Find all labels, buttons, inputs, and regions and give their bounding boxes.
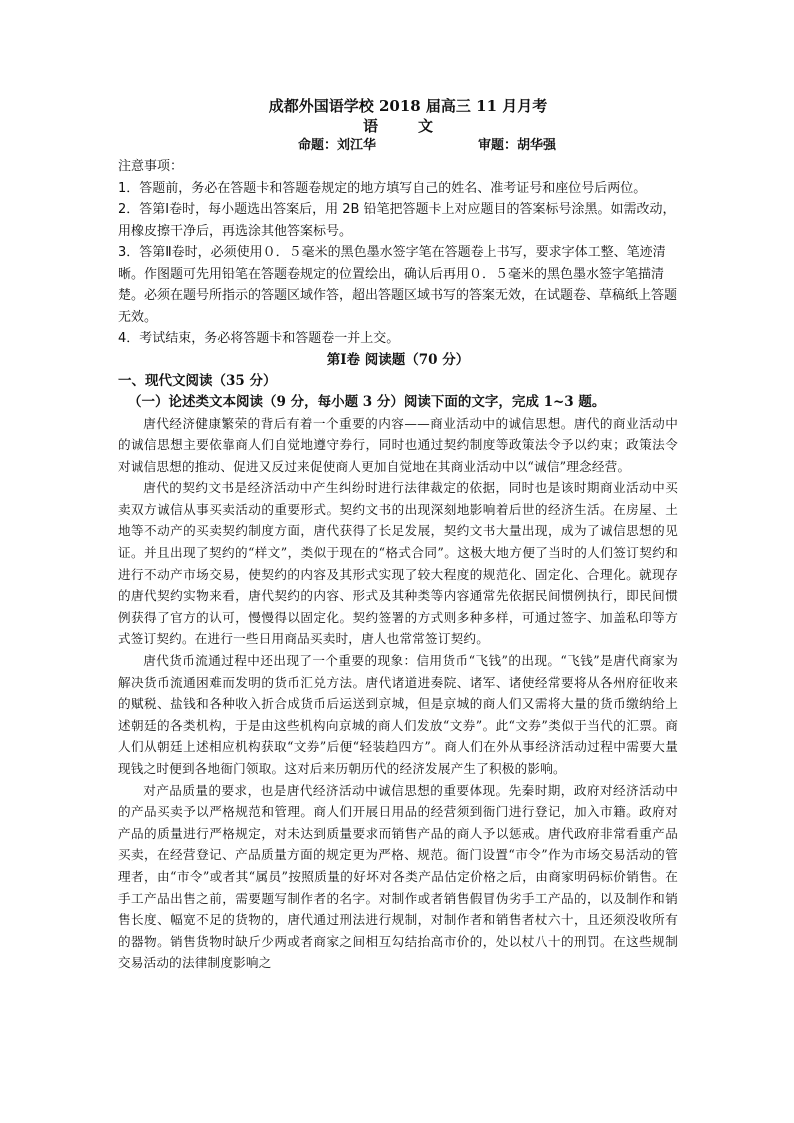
part-heading: 一、现代文阅读（35 分） xyxy=(118,372,277,389)
exam-notes xyxy=(118,156,678,350)
notes-heading: 注意事项： xyxy=(118,159,184,174)
subject-char-2: 文 xyxy=(418,117,434,135)
reading-passage xyxy=(118,413,678,974)
reviewer-label: 审题：胡华强 xyxy=(478,138,557,153)
exam-page xyxy=(118,96,678,974)
note-item-2: 2．答第Ⅰ卷时，每小题选出答案后，用 2B 铅笔把答题卡上对应题目的答案标号涂黑。如需改动，用橡皮擦干净后，再选涂其他答案标号。 xyxy=(118,202,676,239)
author-line xyxy=(118,136,678,156)
section-title: 第Ⅰ卷 阅读题（70 分） xyxy=(326,351,470,368)
exam-title: 成都外国语学校 2018 届高三 11 月月考 xyxy=(268,97,548,115)
note-item-4: 4．考试结束，务必将答题卡和答题卷一并上交。 xyxy=(118,331,400,346)
subject-title xyxy=(118,116,678,136)
subpart-heading: （一）论述类文本阅读（9 分，每小题 3 分）阅读下面的文字，完成 1~3 题。 xyxy=(128,393,606,410)
note-item-3: 3．答第Ⅱ卷时，必须使用０．５毫米的黑色墨水签字笔在答题卷上书写，要求字体工整、笔迹清晰。作图题可先用铅笔在答题卷规定的位置绘出，确认后再用０．５毫米的黑色墨水签字笔描清楚。必须在题号所指示的答题区域作答，超出答题区域书写的答案无效，在试题卷、草稿纸上答题无效。 xyxy=(118,245,678,325)
passage-paragraph-4: 对产品质量的要求，也是唐代经济活动中诚信思想的重要体现。先秦时期，政府对经济活动中的产品买卖予以严格规范和管理。商人们开展日用品的经营须到衙门进行登记，加入市籍。政府对产品的质量进行严格规定，对未达到质量要求而销售产品的商人予以惩戒。唐代政府非常看重产品买卖，在经营登记、产品质量方面的规定更为严格、规范。衙门设置“市令”作为市场交易活动的管理者，由“市令”或者其“属员”按照质量的好坏对各类产品估定价格之后，由商家明码标价销售。在手工产品出售之前，需要题写制作者的名字。对制作或者销售假冒伪劣手工产品的，以及制作和销售长度、幅宽不足的货物的，唐代通过刑法进行规制，对制作者和销售者杖六十，且还须没收所有的器物。销售货物时缺斤少两或者商家之间相互勾结抬高市价的，处以杖八十的刑罚。在这些规制交易活动的法律制度影响之 xyxy=(118,782,678,971)
passage-paragraph-2: 唐代的契约文书是经济活动中产生纠纷时进行法律裁定的依据，同时也是该时期商业活动中买卖双方诚信从事买卖活动的重要形式。契约文书的出现深刻地影响着后世的经济生活。在房屋、土地等不动产的买卖契约制度方面，唐代获得了长足发展，契约文书大量出现，成为了诚信思想的见证。并且出现了契约的“样文”，类似于现在的“格式合同”。这极大地方便了当时的人们签订契约和进行不动产市场交易，使契约的内容及其形式实现了较大程度的规范化、固定化、合理化。就现存的唐代契约实物来看，唐代契约的内容、形式及其种类等内容通常先依据民间惯例执行，即民间惯例获得了官方的认可，慢慢得以固定化。契约签署的方式则多种多样，可通过签字、加盖私印等方式签订契约。在进行一些日用商品买卖时，唐人也常常签订契约。 xyxy=(118,480,678,647)
passage-paragraph-1: 唐代经济健康繁荣的背后有着一个重要的内容——商业活动中的诚信思想。唐代的商业活动中的诚信思想主要依靠商人们自觉地遵守券行，同时也通过契约制度等政策法令予以约束；政策法令对诚信思想的推动、促进又反过来促使商人更加自觉地在其商业活动中以“诚信”理念经营。 xyxy=(118,415,678,474)
author-label: 命题：刘江华 xyxy=(298,138,377,153)
note-item-1: 1．答题前，务必在答题卡和答题卷规定的地方填写自己的姓名、准考证号和座位号后两位。 xyxy=(118,180,647,196)
subject-char-1: 语 xyxy=(362,117,378,135)
passage-paragraph-3: 唐代货币流通过程中还出现了一个重要的现象：信用货币“飞钱”的出现。“飞钱”是唐代商家为解决货币流通困难而发明的货币汇兑方法。唐代诸道进奏院、诸军、诸使经常要将从各州府征收来的赋税、盐钱和各种收入折合成货币后运送到京城，但是京城的商人们又需将大量的货币缴纳给上述朝廷的各类机构，于是由这些机构向京城的商人们发放“文券”。此“文券”类似于当代的汇票。商人们从朝廷上述相应机构获取“文券”后便“轻装趋四方”。商人们在外从事经济活动过程中需要大量现钱之时便到各地衙门领取。这对后来历朝历代的经济发展产生了积极的影响。 xyxy=(118,653,678,776)
